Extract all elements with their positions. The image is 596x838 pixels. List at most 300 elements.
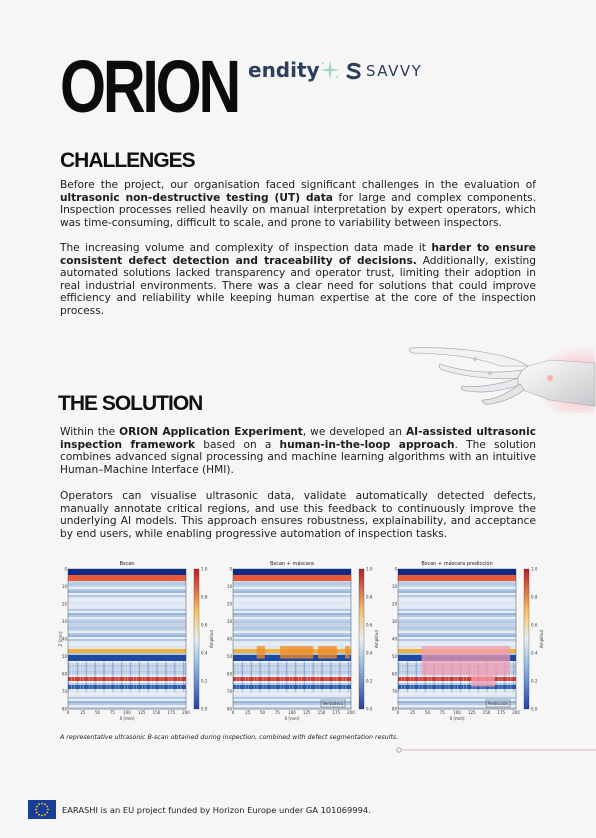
x-tick-label: 0 xyxy=(231,710,235,715)
bscan-row xyxy=(233,633,351,635)
bscan-row xyxy=(68,591,186,593)
bscan-row xyxy=(398,587,516,589)
colorbar-tick-label: 1.0 xyxy=(531,566,538,572)
x-tick-label: 50 xyxy=(94,710,101,715)
colorbar-tick-label: 0.0 xyxy=(366,706,373,712)
challenges-paragraph-1 xyxy=(60,179,536,229)
eu-star xyxy=(44,814,46,816)
savvy-s-icon xyxy=(345,63,363,79)
bscan-column xyxy=(112,661,113,692)
eu-star xyxy=(47,809,49,811)
bscan-column xyxy=(177,661,178,692)
bscan-row xyxy=(398,613,516,615)
bold-text-run: ORION Application Experiment xyxy=(119,426,303,438)
colorbar-tick-label: 0.0 xyxy=(531,706,538,712)
bscan-panel xyxy=(390,559,550,723)
eu-star xyxy=(36,812,38,814)
bscan-row xyxy=(398,599,516,601)
bold-text-run: harder to ensure consistent defect detection and traceability of decisions. xyxy=(60,242,536,267)
bscan-column xyxy=(165,661,166,692)
bscan-row xyxy=(233,625,351,627)
bscan-row xyxy=(233,641,351,643)
bscan-column xyxy=(271,661,272,692)
solution-paragraph-1 xyxy=(60,426,536,476)
overlay-tag: Verdadera xyxy=(322,701,343,706)
eu-star xyxy=(41,803,43,805)
bscan-column xyxy=(151,661,152,692)
x-tick-label: 0 xyxy=(396,710,400,715)
y-tick-label: 20 xyxy=(226,601,232,607)
colorbar-label: Amplitud xyxy=(209,629,214,649)
x-tick-label: 100 xyxy=(123,710,131,715)
bscan-column xyxy=(268,661,269,692)
bscan-row xyxy=(233,639,351,641)
bscan-row xyxy=(233,579,351,581)
y-tick-label: 0 xyxy=(64,566,67,572)
bscan-row xyxy=(398,601,516,603)
y-tick-label: 80 xyxy=(61,706,67,712)
y-tick-label: 10 xyxy=(61,584,67,589)
bscan-row xyxy=(68,585,186,587)
colorbar-tick-label: 0.8 xyxy=(531,594,538,600)
bscan-row xyxy=(68,605,186,607)
bscan-column xyxy=(142,661,143,692)
bscan-row xyxy=(68,651,186,653)
y-tick-label: 10 xyxy=(391,584,397,589)
defect-overlay xyxy=(422,646,511,659)
bscan-column xyxy=(245,661,246,692)
bscan-row xyxy=(398,595,516,597)
eu-star xyxy=(36,806,38,808)
bscan-column xyxy=(263,661,264,692)
bscan-column xyxy=(298,661,299,692)
bscan-column xyxy=(162,661,163,692)
bscan-column xyxy=(130,661,131,692)
bscan-row xyxy=(233,589,351,591)
bscan-row xyxy=(233,609,351,611)
bscan-column xyxy=(80,661,81,692)
bscan-column xyxy=(280,661,281,692)
x-tick-label: 175 xyxy=(332,710,341,715)
colorbar-tick-label: 0.8 xyxy=(366,594,373,600)
y-tick-label: 20 xyxy=(391,601,397,607)
y-tick-label: 40 xyxy=(391,636,397,642)
bscan-row xyxy=(68,637,186,639)
bscan-row xyxy=(233,695,351,697)
x-tick-label: 175 xyxy=(497,710,506,715)
overlay-tag: Predicción xyxy=(487,701,508,706)
figure-caption: A representative ultrasonic B-scan obtained during inspection, combined with defect segmentation results. xyxy=(60,734,399,741)
colorbar-tick-label: 0.6 xyxy=(531,622,538,628)
colorbar-tick-label: 0.4 xyxy=(201,650,208,656)
colorbar-tick-label: 0.2 xyxy=(531,678,538,684)
bscan-column xyxy=(324,661,325,692)
bscan-row xyxy=(398,617,516,619)
text-run: Before the project, our organisation faced significant challenges in the evaluation of xyxy=(60,179,536,191)
bscan-column xyxy=(115,661,116,692)
bscan-row xyxy=(398,625,516,627)
y-axis-label: Z [mm] xyxy=(58,631,63,647)
bscan-column xyxy=(301,661,302,692)
solution-paragraph-2 xyxy=(60,490,536,540)
y-tick-label: 70 xyxy=(226,689,232,694)
bscan-column xyxy=(510,661,511,692)
bscan-row xyxy=(233,659,351,661)
bscan-column xyxy=(304,661,305,692)
bscan-row xyxy=(233,615,351,617)
bscan-column xyxy=(333,661,334,692)
text-run: Operators can visualise ultrasonic data, validate automatically detected defects, manually annotate critical regions, and use this feedback to continuously improve the underlying AI models. This approach ensures robustness, explainability, and acceptance by end users, while enabling progressive automation of inspection tasks. xyxy=(60,490,536,540)
robot-hand-image xyxy=(400,318,595,413)
x-axis-label: X [mm] xyxy=(119,716,135,721)
bscan-row xyxy=(233,613,351,615)
bscan-row xyxy=(398,585,516,587)
x-axis-label: X [mm] xyxy=(284,716,300,721)
bscan-row xyxy=(233,575,351,577)
bscan-row xyxy=(68,657,186,659)
bscan-column xyxy=(100,661,101,692)
bscan-row xyxy=(398,593,516,595)
text-run: based on a xyxy=(195,438,280,451)
x-axis-label: X [mm] xyxy=(449,716,465,721)
bscan-column xyxy=(109,661,110,692)
bscan-row xyxy=(398,589,516,591)
colorbar xyxy=(524,569,529,709)
bscan-row xyxy=(398,607,516,609)
colorbar-tick-label: 0.2 xyxy=(366,678,373,684)
bscan-column xyxy=(319,661,320,692)
bscan-row xyxy=(398,637,516,639)
x-tick-label: 125 xyxy=(137,710,146,715)
bscan-row xyxy=(398,619,516,621)
bscan-column xyxy=(236,661,237,692)
footer-text: EARASHI is an EU project funded by Horizon Europe under GA 101069994. xyxy=(62,805,371,815)
bscan-row xyxy=(68,595,186,597)
bscan-row xyxy=(233,697,351,699)
bscan-column xyxy=(513,661,514,692)
bscan-row xyxy=(233,577,351,579)
bscan-row xyxy=(398,605,516,607)
colorbar-tick-label: 0.6 xyxy=(201,622,208,628)
sparkle-icon xyxy=(318,58,342,82)
bscan-row xyxy=(398,623,516,625)
colorbar-tick-label: 1.0 xyxy=(201,566,208,572)
y-tick-label: 30 xyxy=(61,619,67,624)
bscan-row xyxy=(68,701,186,703)
defect-overlay xyxy=(257,646,265,659)
text-run: Additionally, existing automated solutions lacked transparency and operator trust, limiting their adoption in real industrial environments. There was a clear need for solutions that could improve efficiency and reliability while keeping human expertise at the core of the inspection process. xyxy=(60,254,536,317)
bscan-column xyxy=(242,661,243,692)
bscan-column xyxy=(92,661,93,692)
panel-title: Bscan + máscara predicción xyxy=(421,561,493,567)
bscan-row xyxy=(398,573,516,575)
bscan-row xyxy=(68,577,186,579)
bscan-row xyxy=(68,699,186,701)
bscan-column xyxy=(401,661,402,692)
x-tick-label: 75 xyxy=(439,710,445,715)
bscan-column xyxy=(103,661,104,692)
bscan-column xyxy=(118,661,119,692)
bscan-row xyxy=(68,597,186,599)
endity-logo-text: endity xyxy=(248,58,320,82)
bscan-row xyxy=(68,617,186,619)
bscan-row xyxy=(233,595,351,597)
bscan-column xyxy=(295,661,296,692)
bscan-column xyxy=(74,661,75,692)
bscan-panel xyxy=(60,559,220,723)
y-tick-label: 40 xyxy=(61,636,67,642)
y-tick-label: 10 xyxy=(226,584,232,589)
y-tick-label: 50 xyxy=(61,654,67,659)
colorbar-tick-label: 0.4 xyxy=(366,650,373,656)
bscan-row xyxy=(68,705,186,707)
bscan-row xyxy=(398,635,516,637)
x-tick-label: 150 xyxy=(482,710,491,715)
bold-text-run: ultrasonic non-destructive testing (UT) data xyxy=(60,191,333,204)
x-tick-label: 25 xyxy=(410,710,416,715)
bscan-row xyxy=(398,583,516,585)
bscan-column xyxy=(416,661,417,692)
bscan-panel xyxy=(225,559,385,723)
bscan-column xyxy=(307,661,308,692)
x-tick-label: 125 xyxy=(302,710,311,715)
bscan-row xyxy=(233,591,351,593)
bscan-row xyxy=(68,603,186,605)
bscan-column xyxy=(248,661,249,692)
bscan-row xyxy=(398,615,516,617)
bscan-column xyxy=(89,661,90,692)
text-run: The increasing volume and complexity of inspection data made it xyxy=(60,242,432,254)
bscan-row xyxy=(398,591,516,593)
bscan-row xyxy=(68,655,186,657)
y-tick-label: 80 xyxy=(226,706,232,712)
defect-overlay xyxy=(318,646,337,659)
x-tick-label: 175 xyxy=(167,710,176,715)
bscan-row xyxy=(398,633,516,635)
text-run: . The solution combines advanced signal processing and machine learning algorithms with an intuitive Human–Machine Interface (HMI). xyxy=(60,438,536,476)
bscan-row xyxy=(68,695,186,697)
bscan-column xyxy=(339,661,340,692)
x-tick-label: 200 xyxy=(512,710,520,715)
bscan-plot xyxy=(225,559,385,723)
bscan-row xyxy=(233,599,351,601)
bscan-row xyxy=(68,627,186,629)
bscan-row xyxy=(68,575,186,577)
bscan-row xyxy=(68,599,186,601)
bscan-column xyxy=(283,661,284,692)
bscan-column xyxy=(322,661,323,692)
bscan-column xyxy=(183,661,184,692)
bscan-row xyxy=(68,581,186,583)
y-tick-label: 20 xyxy=(61,601,67,607)
bscan-column xyxy=(316,661,317,692)
bscan-column xyxy=(174,661,175,692)
y-tick-label: 30 xyxy=(391,619,397,624)
bold-text-run: AI-assisted ultrasonic inspection framework xyxy=(60,426,536,451)
bscan-row xyxy=(68,649,186,651)
bscan-column xyxy=(95,661,96,692)
bscan-row xyxy=(398,627,516,629)
bscan-column xyxy=(145,661,146,692)
eu-star xyxy=(46,806,48,808)
bscan-row xyxy=(68,653,186,655)
bscan-row xyxy=(233,623,351,625)
bscan-row xyxy=(233,607,351,609)
caption-divider xyxy=(396,738,596,744)
bscan-row xyxy=(68,625,186,627)
bscan-row xyxy=(68,643,186,645)
bscan-column xyxy=(77,661,78,692)
bscan-row xyxy=(68,569,186,571)
bscan-row xyxy=(68,645,186,647)
bscan-row xyxy=(68,607,186,609)
bscan-plot xyxy=(390,559,550,723)
bscan-row xyxy=(68,629,186,631)
bscan-row xyxy=(398,631,516,633)
bscan-column xyxy=(106,661,107,692)
x-tick-label: 0 xyxy=(66,710,70,715)
bscan-row xyxy=(233,643,351,645)
bscan-row xyxy=(233,601,351,603)
y-tick-label: 60 xyxy=(226,671,232,677)
eu-star xyxy=(38,814,40,816)
bscan-column xyxy=(327,661,328,692)
bscan-row xyxy=(398,693,516,695)
bscan-row xyxy=(398,643,516,645)
bscan-row xyxy=(398,639,516,641)
x-tick-label: 200 xyxy=(182,710,190,715)
x-tick-label: 100 xyxy=(288,710,296,715)
eu-star xyxy=(44,803,46,805)
colorbar-label: Amplitud xyxy=(374,629,379,649)
bscan-row xyxy=(68,639,186,641)
colorbar-tick-label: 0.4 xyxy=(531,650,538,656)
bscan-column xyxy=(254,661,255,692)
bscan-column xyxy=(260,661,261,692)
text-run: for large and complex components. Inspection processes relied heavily on manual interpretation by expert operators, which was time-consuming, difficult to scale, and prone to variability between inspectors. xyxy=(60,191,536,229)
text-run: , we developed an xyxy=(302,426,406,438)
colorbar xyxy=(359,569,364,709)
bold-text-run: human-in-the-loop approach xyxy=(279,438,455,451)
bscan-row xyxy=(233,571,351,573)
y-tick-label: 0 xyxy=(394,566,397,572)
bscan-column xyxy=(139,661,140,692)
bscan-row xyxy=(398,577,516,579)
bscan-column xyxy=(407,661,408,692)
bscan-row xyxy=(68,619,186,621)
x-tick-label: 150 xyxy=(317,710,326,715)
bscan-column xyxy=(330,661,331,692)
bscan-row xyxy=(68,613,186,615)
bscan-row xyxy=(68,647,186,649)
bscan-column xyxy=(83,661,84,692)
bscan-column xyxy=(257,661,258,692)
bscan-column xyxy=(265,661,266,692)
bscan-row xyxy=(233,629,351,631)
bscan-row xyxy=(233,635,351,637)
y-tick-label: 70 xyxy=(61,689,67,694)
bscan-row xyxy=(398,597,516,599)
x-tick-label: 75 xyxy=(274,710,280,715)
savvy-logo-text: SAVVY xyxy=(366,62,423,80)
y-tick-label: 70 xyxy=(391,689,397,694)
bscan-column xyxy=(86,661,87,692)
bscan-row xyxy=(68,579,186,581)
savvy-logo xyxy=(345,62,422,80)
page-title: ORION xyxy=(60,45,239,128)
y-tick-label: 50 xyxy=(226,654,232,659)
bscan-row xyxy=(68,635,186,637)
eu-star xyxy=(46,812,48,814)
bscan-column xyxy=(277,661,278,692)
bscan-row xyxy=(68,693,186,695)
bscan-row xyxy=(68,587,186,589)
x-tick-label: 200 xyxy=(347,710,355,715)
bscan-column xyxy=(98,661,99,692)
bscan-row xyxy=(233,611,351,613)
x-tick-label: 150 xyxy=(152,710,161,715)
colorbar-tick-label: 0.6 xyxy=(366,622,373,628)
eu-star xyxy=(38,803,40,805)
bscan-row xyxy=(398,571,516,573)
solution-heading: THE SOLUTION xyxy=(58,392,203,415)
bscan-column xyxy=(404,661,405,692)
bscan-row xyxy=(233,569,351,571)
bscan-column xyxy=(148,661,149,692)
bscan-row xyxy=(68,583,186,585)
bscan-row xyxy=(233,603,351,605)
bscan-column xyxy=(171,661,172,692)
bscan-column xyxy=(136,661,137,692)
bscan-column xyxy=(274,661,275,692)
bscan-row xyxy=(68,571,186,573)
bscan-row xyxy=(233,593,351,595)
y-tick-label: 30 xyxy=(226,619,232,624)
bscan-row xyxy=(233,621,351,623)
bscan-row xyxy=(68,615,186,617)
bscan-column xyxy=(345,661,346,692)
colorbar-tick-label: 0.2 xyxy=(201,678,208,684)
bscan-row xyxy=(233,587,351,589)
bscan-row xyxy=(233,693,351,695)
bscan-row xyxy=(233,617,351,619)
bscan-row xyxy=(68,641,186,643)
bscan-column xyxy=(286,661,287,692)
defect-overlay xyxy=(422,659,511,676)
defect-overlay xyxy=(471,675,495,686)
x-tick-label: 125 xyxy=(467,710,476,715)
defect-overlay xyxy=(345,646,350,659)
panel-title: Bscan + máscara xyxy=(270,561,314,567)
colorbar-tick-label: 0.8 xyxy=(201,594,208,600)
colorbar-tick-label: 1.0 xyxy=(366,566,373,572)
bscan-row xyxy=(68,611,186,613)
bscan-row xyxy=(233,583,351,585)
bscan-row xyxy=(68,593,186,595)
challenges-paragraph-2 xyxy=(60,242,536,318)
bscan-row xyxy=(398,581,516,583)
y-tick-label: 80 xyxy=(391,706,397,712)
bscan-column xyxy=(289,661,290,692)
eu-star xyxy=(35,809,37,811)
x-tick-label: 25 xyxy=(245,710,251,715)
eu-flag-icon xyxy=(28,800,56,819)
bscan-column xyxy=(342,661,343,692)
bscan-row xyxy=(68,589,186,591)
bscan-row xyxy=(398,621,516,623)
bscan-row xyxy=(398,641,516,643)
colorbar-tick-label: 0.0 xyxy=(201,706,208,712)
